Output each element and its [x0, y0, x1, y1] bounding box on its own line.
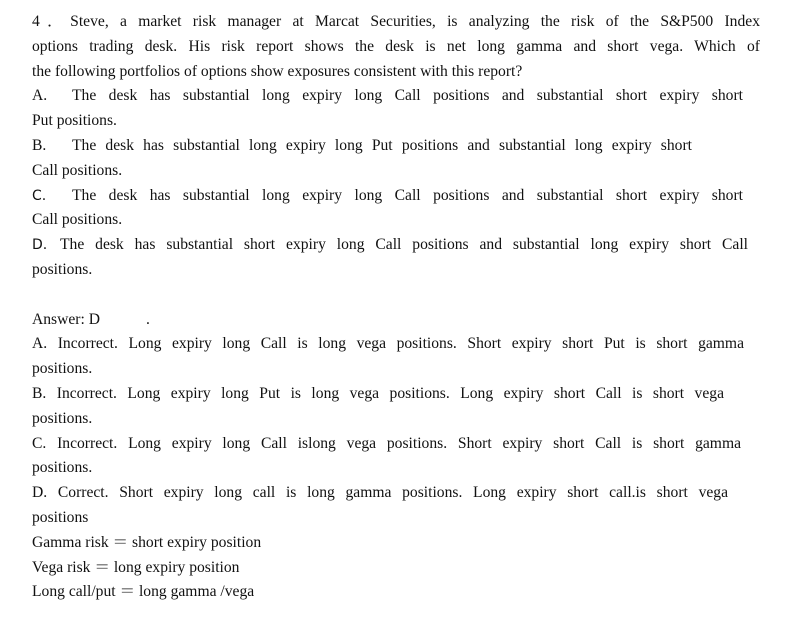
explanation-text-continued: positions. — [32, 459, 93, 477]
note-gamma-risk: Gamma risk ＝ short expiry position — [32, 533, 262, 551]
option-d — [32, 233, 762, 283]
option-text: The desk has substantial long expiry long Call positions and substantial short expiry short — [72, 186, 743, 204]
question-stem — [32, 10, 762, 84]
explanation-text: A. Incorrect. Long expiry long Call is long vega positions. Short expiry short Put is short gamma — [32, 335, 744, 353]
option-text-continued: positions. — [32, 260, 93, 278]
explanation-d — [32, 481, 762, 531]
option-text: The desk has substantial long expiry long Call positions and substantial short expiry short — [72, 87, 743, 105]
option-text-continued: Call positions. — [32, 161, 123, 179]
option-text: The desk has substantial short expiry long Call positions and substantial long expiry short Call — [60, 236, 748, 254]
option-b — [32, 134, 762, 184]
note-vega-risk: Vega risk ＝ long expiry position — [32, 558, 240, 576]
summary-notes — [32, 531, 762, 605]
note-long-call-put: Long call/put ＝ long gamma /vega — [32, 583, 255, 601]
option-letter: D. — [32, 237, 48, 254]
option-letter: C. — [32, 187, 47, 204]
question-line-1: 4．Steve, a market risk manager at Marcat Securities, is analyzing the risk of the S&P500 Index — [32, 13, 760, 30]
explanation-text-continued: positions. — [32, 360, 93, 378]
option-letter: A. — [32, 87, 48, 105]
question-line-3: the following portfolios of options show exposures consistent with this report? — [32, 62, 523, 80]
document-page — [32, 10, 762, 605]
option-letter: B. — [32, 136, 47, 154]
explanation-text: C. Incorrect. Long expiry long Call islong vega positions. Short expiry short Call is short gamma — [32, 434, 741, 452]
option-text-continued: Put positions. — [32, 112, 117, 130]
question-line-2: options trading desk. His risk report shows the desk is net long gamma and short vega. Which of — [32, 37, 760, 55]
explanation-text-continued: positions. — [32, 409, 93, 427]
explanation-a — [32, 332, 762, 382]
option-a — [32, 84, 762, 134]
answer-label: Answer: D — [32, 310, 100, 328]
explanation-b — [32, 382, 762, 432]
answer-dot: . — [146, 310, 150, 328]
answer-line — [32, 308, 762, 333]
explanation-text: B. Incorrect. Long expiry long Put is long vega positions. Long expiry short Call is short vega — [32, 384, 724, 402]
explanation-text-continued: positions — [32, 508, 89, 526]
option-text: The desk has substantial long expiry long Put positions and substantial long expiry short — [72, 136, 692, 154]
option-text-continued: Call positions. — [32, 211, 123, 229]
spacer — [32, 283, 762, 308]
explanation-c — [32, 432, 762, 482]
explanation-text: D. Correct. Short expiry long call is long gamma positions. Long expiry short call.is short vega — [32, 484, 728, 502]
option-c — [32, 184, 762, 234]
